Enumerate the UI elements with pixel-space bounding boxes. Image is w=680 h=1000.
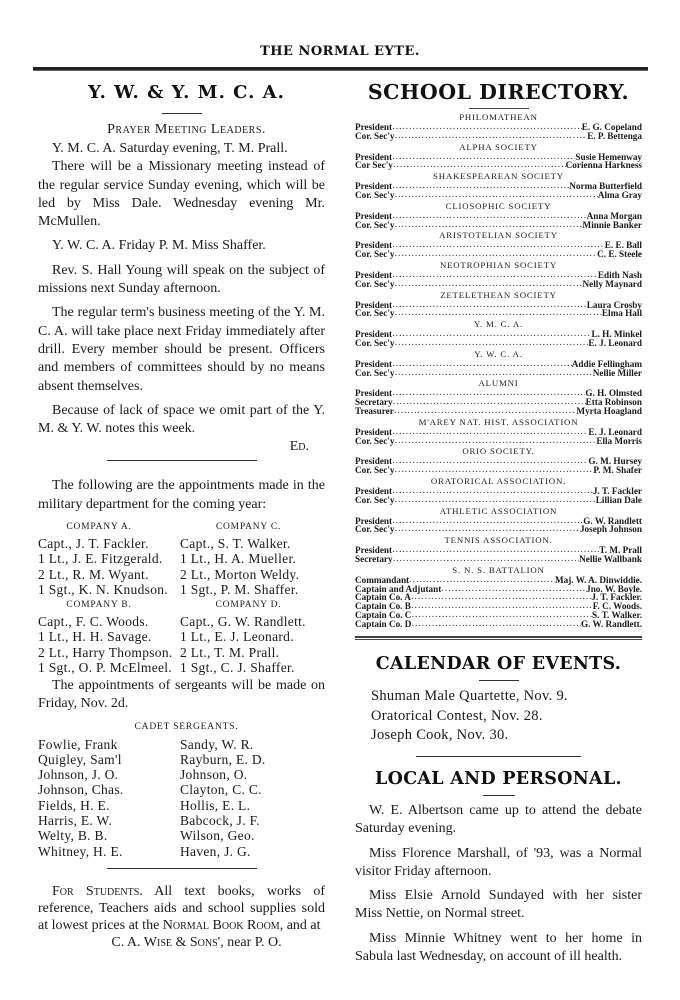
- directory-entry: [355, 309, 642, 318]
- officer-name: Alma Gray: [597, 189, 642, 200]
- leader-dots: [392, 241, 605, 250]
- society-name: NEOTROPHIAN SOCIETY: [439, 259, 558, 270]
- advertisement-body: [38, 883, 325, 934]
- officer-name: Etta Robinson: [585, 397, 642, 408]
- office-label: President: [355, 329, 393, 340]
- officer-name: E. J. Leonard: [588, 426, 642, 437]
- office-label: Cor. Sec'y: [355, 337, 395, 348]
- office-label: Cor Sec'y: [355, 160, 393, 171]
- office-label: President: [355, 151, 393, 162]
- leader-dots: [392, 182, 569, 191]
- cadet-name: Johnson, J. O.: [38, 767, 119, 783]
- section-rule: [107, 868, 257, 869]
- office-label: President: [355, 240, 393, 251]
- ywca-paragraph: Y. W. C. A. Friday P. M. Miss Shaffer.: [52, 238, 266, 254]
- cadet-name: Welty, B. B.: [38, 828, 108, 844]
- society-name: TENNIS ASSOCIATION.: [444, 535, 553, 546]
- office-label: Cor. Sec'y: [355, 435, 395, 446]
- office-label: Treasurer: [355, 405, 394, 416]
- local-item: Miss Minnie Whitney went to her home in Sabula last Wednesday, on account of ill health.: [355, 930, 642, 965]
- leader-dots: [393, 555, 580, 564]
- directory-entry: [355, 369, 642, 378]
- society-name: Y. M. C. A.: [474, 319, 523, 330]
- leader-dots: [392, 123, 582, 132]
- ywca-paragraph: Y. M. C. A. Saturday evening, T. M. Prall.: [52, 141, 288, 156]
- directory-entry: [355, 161, 642, 170]
- advertisement: [38, 883, 325, 951]
- office-label: President: [355, 515, 393, 526]
- leader-dots: [392, 487, 593, 496]
- society-name: M'AREY NAT. HIST. ASSOCIATION: [418, 416, 579, 427]
- officer-name: Nellie Miller: [592, 367, 642, 378]
- directory-entry: [355, 555, 642, 564]
- leader-dots: [394, 525, 579, 534]
- office-label: Captain Co. C: [355, 609, 412, 620]
- directory-entry: [355, 301, 642, 310]
- company-heading: COMPANY D.: [215, 600, 282, 611]
- cadet-name: Haven, J. G.: [180, 843, 251, 859]
- society-name: S. N. S. BATTALION: [452, 564, 545, 575]
- companies-grid: [38, 520, 325, 676]
- office-label: Captain Co. A: [355, 592, 411, 603]
- calendar-event: Oratorical Contest, Nov. 28.: [371, 707, 543, 724]
- officer-name: Laura Crosby: [586, 299, 642, 310]
- advertisement-tail: , and at: [279, 917, 321, 933]
- office-label: President: [355, 358, 393, 369]
- company-member: 2 Lt., Harry Thompson.: [38, 644, 173, 660]
- officer-name: E. J. Leonard: [588, 337, 642, 348]
- cadet-name: Sandy, W. R.: [180, 736, 254, 752]
- leader-dots: [392, 301, 587, 310]
- calendar-heading: CALENDAR OF EVENTS.: [375, 654, 622, 675]
- officer-name: G. W. Randlett.: [580, 618, 642, 629]
- company-member: 1 Sgt., P. M. Shaffer.: [180, 582, 299, 598]
- leader-dots: [394, 132, 587, 141]
- leader-dots: [392, 546, 599, 555]
- ywca-paragraph-text: Because of lack of space we omit part of the Y. M. & Y. W. notes this week.: [38, 402, 325, 437]
- directory-entry: [355, 437, 642, 446]
- office-label: Cor. Sec'y: [355, 278, 395, 289]
- cadet-name: Babcock, J. F.: [180, 813, 260, 829]
- local-and-personal-section: [355, 769, 642, 966]
- leader-dots: [394, 221, 582, 230]
- society-name: ORIO SOCIETY.: [462, 446, 535, 457]
- right-column: [355, 80, 642, 972]
- directory-entry: [355, 132, 642, 141]
- officer-name: J. T. Fackler: [592, 485, 642, 496]
- officer-name: Edith Nash: [597, 269, 642, 280]
- society-name: ALPHA SOCIETY: [459, 141, 538, 152]
- double-rule: [355, 636, 642, 640]
- leader-dots: [411, 602, 593, 611]
- store-name: Normal Book Room: [162, 917, 280, 933]
- cadet-name: Fowlie, Frank: [38, 736, 118, 752]
- society-name: SHAKESPEAREAN SOCIETY: [433, 171, 564, 182]
- company-member: 1 Lt., H. A. Mueller.: [180, 551, 297, 567]
- officer-name: Maj. W. A. Dinwiddie.: [554, 574, 642, 585]
- directory-entry: [355, 525, 642, 534]
- officer-name: J. T. Fackler.: [591, 592, 642, 603]
- advertisement-signature: [68, 934, 325, 951]
- company-member: Capt., F. C. Woods.: [38, 613, 149, 629]
- office-label: Cor. Sec'y: [355, 367, 395, 378]
- officer-name: S. T. Walker.: [592, 609, 642, 620]
- office-label: Cor. Sec'y: [355, 308, 395, 319]
- officer-name: Lillian Dale: [595, 494, 642, 505]
- sergeant-note: The appointments of sergeants will be made on Friday, Nov. 2d.: [38, 677, 325, 712]
- leader-dots: [392, 389, 585, 398]
- office-label: President: [355, 426, 393, 437]
- office-label: President: [355, 269, 393, 280]
- company-member: 1 Lt., J. E. Fitzgerald.: [38, 551, 163, 567]
- company-member: 1 Sgt., C. J. Shaffer.: [180, 660, 295, 676]
- officer-name: Minnie Banker: [582, 219, 642, 230]
- office-label: Cor. Sec'y: [355, 524, 395, 535]
- leader-dots: [441, 585, 586, 594]
- office-label: Cor. Sec'y: [355, 465, 395, 476]
- officer-name: P. M. Shafer: [593, 465, 642, 476]
- society-name: ZETELETHEAN SOCIETY: [440, 289, 557, 300]
- officer-name: Elma Hall: [601, 308, 642, 319]
- office-label: Cor. Sec'y: [355, 189, 395, 200]
- directory-entry: [355, 407, 642, 416]
- local-item: Miss Elsie Arnold Sundayed with her sister Miss Nettie, on Normal street.: [355, 888, 642, 922]
- directory-entry: [355, 221, 642, 230]
- office-label: Secretary: [355, 397, 393, 408]
- leader-dots: [392, 271, 598, 280]
- leader-dots: [394, 250, 597, 259]
- leader-dots: [392, 330, 591, 339]
- officer-name: Myrta Hoagland: [576, 405, 642, 416]
- masthead-rule: [33, 67, 648, 71]
- local-heading: LOCAL AND PERSONAL.: [375, 768, 622, 789]
- leader-dots: [394, 309, 601, 318]
- company-member: 2 Lt., T. M. Prall.: [180, 644, 280, 660]
- society-name: Y. W. C. A.: [474, 348, 523, 359]
- leader-dots: [411, 593, 591, 602]
- leader-dots: [392, 212, 587, 221]
- office-label: Commandant: [355, 574, 410, 585]
- officer-name: L. H. Minkel: [591, 329, 642, 340]
- ywca-paragraph: The regular term's business meeting of the Y. M. C. A. will take place next Friday immediately after drill. Every member should be present. Officers and members of committees should by no means absent themselves.: [38, 305, 325, 394]
- prayer-meeting-subheading: Prayer Meeting Leaders.: [107, 122, 266, 137]
- cadet-name: Harris, E. W.: [38, 813, 113, 829]
- leader-dots: [392, 360, 572, 369]
- military-intro: The following are the appointments made in the military department for the coming year:: [38, 478, 325, 512]
- office-label: Cor. Sec'y: [355, 219, 395, 230]
- office-label: Captain Co. D: [355, 618, 412, 629]
- company-heading: COMPANY A.: [66, 522, 132, 533]
- leader-dots: [394, 466, 593, 475]
- directory-entry: [355, 339, 642, 348]
- office-label: President: [355, 122, 393, 132]
- society-name: ORATORICAL ASSOCIATION.: [430, 475, 567, 486]
- directory-entry: [355, 280, 642, 289]
- leader-dots: [394, 339, 588, 348]
- leader-dots: [394, 496, 595, 505]
- local-item: W. E. Albertson came up to attend the debate Saturday evening.: [355, 802, 642, 837]
- ywca-paragraph: There will be a Missionary meeting instead of the regular service Sunday evening, which will be led by Miss Dale. Wednesday evening Mr. McMullen.: [38, 159, 325, 230]
- masthead: THE NORMAL EYTE.: [260, 44, 420, 59]
- leader-dots: [394, 369, 592, 378]
- signature-tail: , near P. O.: [220, 934, 282, 950]
- officer-name: G. H. Olmsted: [585, 388, 642, 399]
- signature-name: C. A. Wise & Sons': [111, 934, 221, 950]
- officer-name: G. M. Hursey: [588, 456, 642, 467]
- directory-entry: [355, 250, 642, 259]
- office-label: President: [355, 388, 393, 399]
- cadet-name: Fields, H. E.: [38, 797, 110, 813]
- office-label: President: [355, 210, 393, 221]
- cadet-name: Wilson, Geo.: [180, 828, 255, 844]
- officer-name: Addie Fellingham: [571, 358, 642, 369]
- company-member: Capt., S. T. Walker.: [180, 535, 291, 551]
- society-name: ALUMNI: [478, 378, 519, 389]
- leader-dots: [393, 398, 586, 407]
- company-member: 1 Sgt., O. P. McElmeel.: [38, 660, 173, 676]
- company-member: 2 Lt., R. M. Wyant.: [38, 566, 149, 582]
- officer-name: E. G. Copeland: [581, 122, 642, 132]
- company-heading: COMPANY C.: [215, 522, 282, 533]
- cadet-name: Quigley, Sam'l: [38, 751, 122, 767]
- office-label: Cor. Sec'y: [355, 249, 395, 260]
- officer-name: Anna Morgan: [586, 210, 642, 221]
- officer-name: Corienna Harkness: [565, 160, 642, 171]
- office-label: President: [355, 485, 393, 496]
- society-name: PHILOMATHEAN: [459, 112, 538, 122]
- leader-dots: [394, 280, 582, 289]
- section-rule: [107, 460, 257, 461]
- cadet-sergeants-heading: CADET SERGEANTS.: [134, 721, 239, 732]
- directory-entry: [355, 620, 642, 629]
- company-member: 1 Lt., E. J. Leonard.: [180, 629, 294, 645]
- local-item: Miss Florence Marshall, of '93, was a Normal visitor Friday afternoon.: [355, 845, 642, 879]
- directory-entry: [355, 466, 642, 475]
- section-rule: [416, 756, 581, 757]
- leader-dots: [394, 407, 577, 416]
- office-label: President: [355, 456, 393, 467]
- office-label: President: [355, 299, 393, 310]
- cadet-name: Johnson, O.: [180, 767, 248, 783]
- society-name: ARISTOTELIAN SOCIETY: [439, 230, 558, 241]
- officer-name: Susie Hemenway: [575, 151, 642, 162]
- officer-name: Joseph Johnson: [579, 524, 642, 535]
- officer-name: Nellie Wallbank: [579, 553, 642, 564]
- calendar-event: Joseph Cook, Nov. 30.: [371, 727, 509, 744]
- office-label: Captain Co. B: [355, 601, 411, 612]
- ywca-heading: Y. W. & Y. M. C. A.: [88, 82, 285, 103]
- officer-name: Nelly Maynard: [582, 278, 642, 289]
- leader-dots: [393, 161, 566, 170]
- office-label: Captain and Adjutant: [355, 583, 442, 594]
- society-name: CLIOSOPHIC SOCIETY: [445, 200, 552, 211]
- leader-dots: [392, 153, 575, 162]
- company-member: Capt., G. W. Randlett.: [180, 613, 306, 629]
- officer-name: E. P. Bettenga: [587, 130, 642, 141]
- company-member: Capt., J. T. Fackler.: [38, 535, 149, 551]
- cadet-sergeants-grid: [38, 737, 325, 859]
- leader-dots: [394, 437, 596, 446]
- cadet-name: Rayburn, E. D.: [180, 751, 266, 767]
- society-name: ATHLETIC ASSOCIATION: [439, 505, 558, 516]
- office-label: President: [355, 181, 393, 192]
- leader-dots: [392, 457, 588, 466]
- cadet-name: Clayton, C. C.: [180, 782, 262, 798]
- ywca-paragraph: [38, 402, 325, 455]
- advertisement-lead: For Students.: [52, 883, 143, 899]
- officer-name: E. E. Ball: [604, 240, 642, 251]
- company-heading: COMPANY B.: [66, 600, 132, 611]
- directory-entry: [355, 191, 642, 200]
- heading-rule: [479, 680, 519, 681]
- directory-list: [355, 112, 642, 628]
- left-column: [38, 80, 325, 951]
- officer-name: C. E. Steele: [597, 249, 642, 260]
- officer-name: F. C. Woods.: [592, 601, 642, 612]
- company-member: 2 Lt., Morton Weldy.: [180, 566, 300, 582]
- leader-dots: [392, 428, 588, 437]
- directory-entry: [355, 496, 642, 505]
- office-label: President: [355, 545, 393, 556]
- leader-dots: [392, 517, 583, 526]
- office-label: Cor. Sec'y: [355, 130, 395, 141]
- company-member: 1 Sgt., K. N. Knudson.: [38, 582, 168, 598]
- cadet-name: Whitney, H. E.: [38, 843, 123, 859]
- cadet-name: Hollis, E. L.: [180, 797, 251, 813]
- heading-rule: [469, 108, 529, 109]
- advertisement-text: All text books, works of reference, Teachers aids and school supplies sold at lowest prices at the: [38, 883, 325, 933]
- school-directory-heading: SCHOOL DIRECTORY.: [367, 80, 630, 104]
- heading-rule: [483, 795, 515, 796]
- cadet-name: Johnson, Chas.: [38, 782, 124, 798]
- ywca-paragraph: Rev. S. Hall Young will speak on the subject of missions next Sunday afternoon.: [38, 262, 325, 297]
- heading-rule: [162, 113, 202, 114]
- calendar-event: Shuman Male Quartette, Nov. 9.: [371, 688, 568, 705]
- leader-dots: [411, 611, 592, 620]
- officer-name: Ella Morris: [596, 435, 642, 446]
- officer-name: Norma Butterfield: [569, 181, 642, 192]
- office-label: Secretary: [355, 553, 393, 564]
- office-label: Cor. Sec'y: [355, 494, 395, 505]
- leader-dots: [394, 191, 597, 200]
- officer-name: G. W. Randlett: [583, 515, 642, 526]
- leader-dots: [411, 620, 581, 629]
- officer-name: T. M. Prall: [599, 545, 642, 556]
- officer-name: Jno. W. Boyle.: [586, 583, 642, 594]
- company-member: 1 Lt., H. H. Savage.: [38, 629, 152, 645]
- editor-signature: Ed.: [289, 439, 309, 455]
